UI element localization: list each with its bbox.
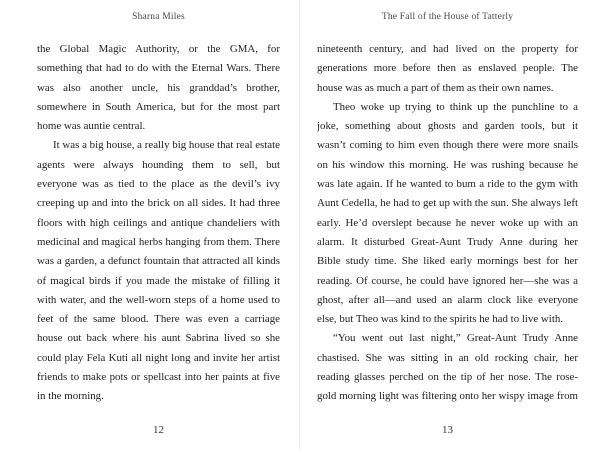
right-page [300, 0, 600, 450]
page-number: 12 [153, 424, 164, 436]
paragraph: Theo woke up trying to think up the punchline to a joke, something about ghosts and garden tools, but it wasn’t coming to him even though there were more snails on his window this morning. He was rushing because he was late again. If he wanted to bum a ride to the gym with Aunt Cedella, he had to get up with the sun. She always left early. He’d overslept because he never woke up with an alarm. It disturbed Great-Aunt Trudy Anne during her Bible study time. She liked early mornings best for her reading. Of course, he could have ignored her—she was a ghost, after all—and used an alarm clock like everyone else, but Theo was kind to the spirits he had to live with. [317, 100, 578, 326]
paragraph: nineteenth century, and had lived on the property for generations more before then as enslaved people. The house was as much a part of them as their own names. [317, 43, 578, 94]
paragraph: It was a big house, a really big house that real estate agents were always hounding them to sell, but everyone was as tied to the place as the devil’s ivy creeping up and into the brick on all sides. It had three floors with high ceilings and antique chandeliers with medicinal and magical herbs hanging from them. There was a garden, a defunct fountain that attracted all kinds of magical birds if you made the mistake of filling it with water, and the well-worn steps of a home used to feet of the same blood. There was even a carriage house out back where his aunt Sabrina lived so she could play Fela Kuti all night long and invite her artist friends to make pots or spellcast into her paints at five in the morning. [37, 139, 280, 403]
running-head-author: Sharna Miles [132, 12, 185, 22]
running-head-title: The Fall of the House of Tatterly [381, 12, 514, 22]
paragraph: “You went out last night,” Great-Aunt Trudy Anne chastised. She was sitting in an old rocking chair, her reading glasses perched on the tip of her nose. The rose-gold morning light was filtering onto her wispy image from [317, 332, 578, 403]
paragraph: the Global Magic Authority, or the GMA, for something that had to do with the Eternal Wars. There was also another uncle, his granddad’s brother, somewhere in South America, but for the most part home was auntie central. [37, 43, 280, 133]
left-page-body [37, 40, 280, 405]
page-number: 13 [442, 424, 453, 436]
right-page-body [317, 40, 578, 405]
